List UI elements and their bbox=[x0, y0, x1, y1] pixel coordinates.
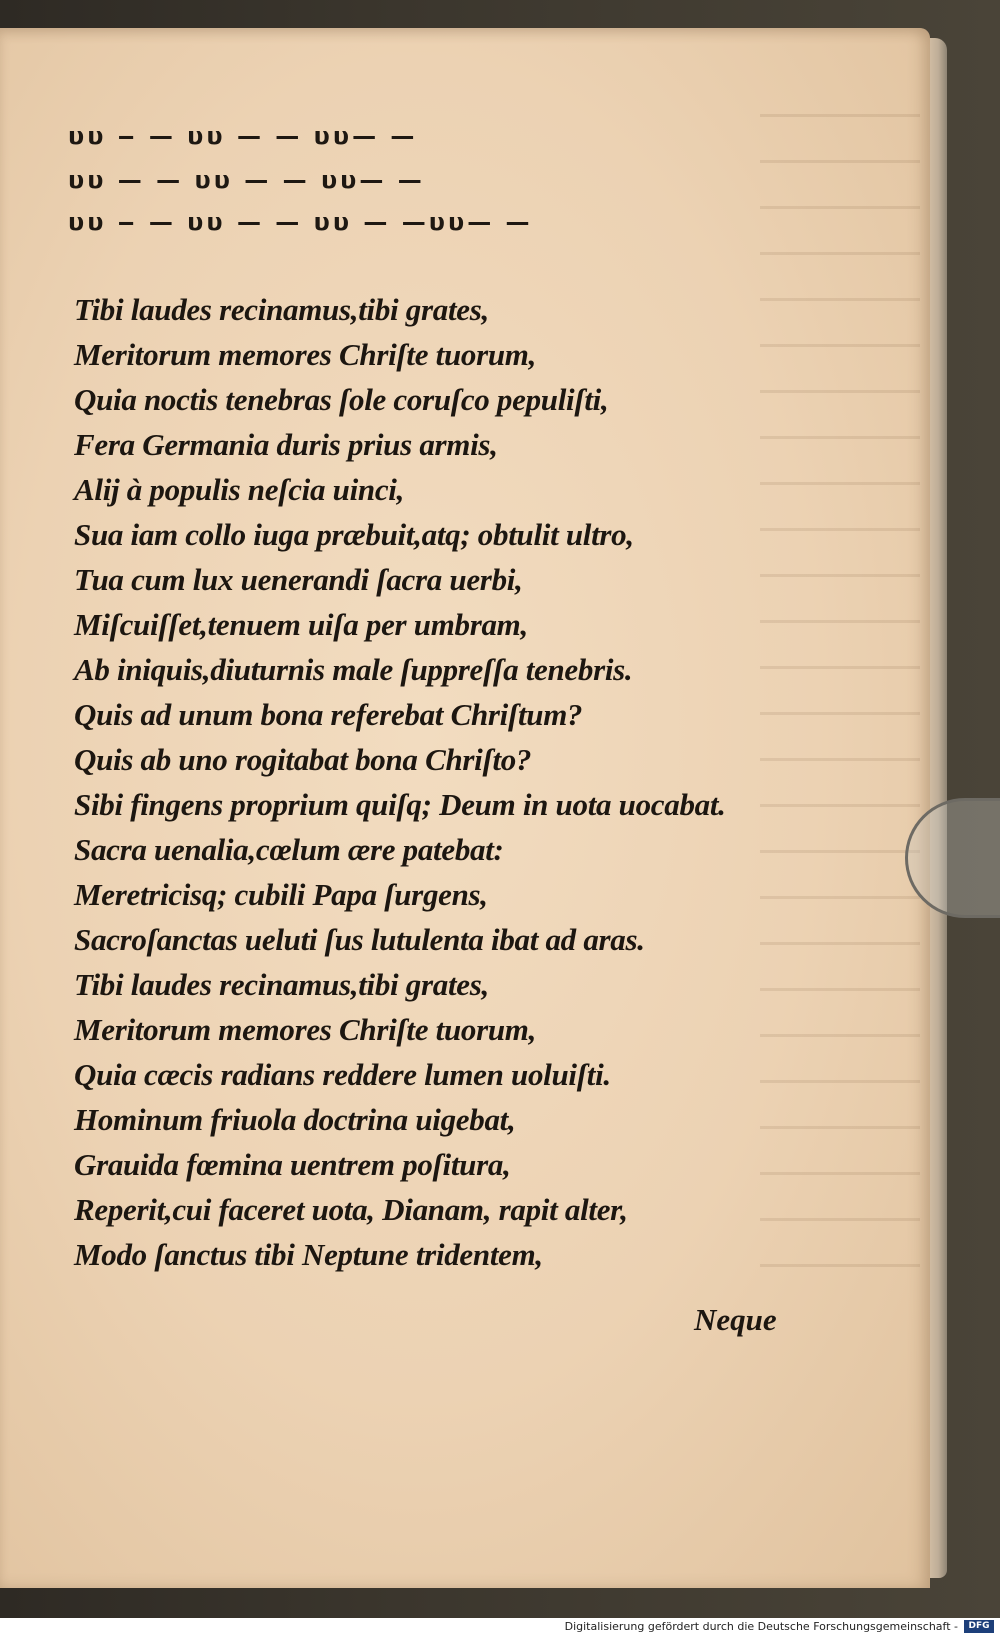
verse-line: Tibi laudes recinamus,tibi grates, bbox=[74, 967, 489, 1002]
verse-line: Alij à populis neſcia uinci, bbox=[74, 472, 405, 507]
verse-line: Tibi laudes recinamus,tibi grates, bbox=[74, 292, 489, 327]
verse-line: Fera Germania duris prius armis, bbox=[74, 427, 498, 462]
verse-line: Miſcuiſſet,tenuem uiſa per umbram, bbox=[74, 607, 528, 642]
verse-line: Meritorum memores Chriſte tuorum, bbox=[74, 1012, 537, 1047]
verse-line: Sacroſanctas ueluti ſus lutulenta ibat ad aras. bbox=[74, 922, 645, 957]
verse-line: Quis ab uno rogitabat bona Chriſto? bbox=[74, 742, 532, 777]
verse-line: Modo ſanctus tibi Neptune tridentem, bbox=[74, 1237, 543, 1272]
verse-line: Meretricisq; cubili Papa ſurgens, bbox=[74, 877, 488, 912]
verse-line: Sibi fingens proprium quiſq; Deum in uota uocabat. bbox=[74, 787, 726, 822]
digitization-credit: Digitalisierung gefördert durch die Deutsche Forschungsgemeinschaft - bbox=[564, 1620, 958, 1633]
meter-line-1: υυ ‒ — υυ — — υυ— — bbox=[68, 122, 418, 150]
verse-list bbox=[74, 287, 834, 1277]
verse-line: Quia cæcis radians reddere lumen uoluiſti. bbox=[74, 1057, 611, 1092]
meter-line-3: υυ ‒ — υυ — — υυ — —υυ— — bbox=[68, 208, 533, 236]
verse-line: Grauida fœmina uentrem poſitura, bbox=[74, 1147, 511, 1182]
verse-line: Sacra uenalia,cœlum ære patebat: bbox=[74, 832, 504, 867]
dfg-logo: DFG bbox=[964, 1620, 994, 1633]
verse-line: Meritorum memores Chriſte tuorum, bbox=[74, 337, 537, 372]
verse-line: Tua cum lux uenerandi ſacra uerbi, bbox=[74, 562, 523, 597]
verse-line: Quis ad unum bona referebat Chriſtum? bbox=[74, 697, 583, 732]
verse-line: Quia noctis tenebras ſole coruſco pepuliſti, bbox=[74, 382, 609, 417]
catchword: Neque bbox=[694, 1302, 777, 1337]
meter-line-2: υυ — — υυ — — υυ— — bbox=[68, 166, 425, 194]
verse-line: Hominum friuola doctrina uigebat, bbox=[74, 1102, 516, 1137]
verse-line: Reperit,cui faceret uota, Dianam, rapit alter, bbox=[74, 1192, 628, 1227]
verse-line: Sua iam collo iuga præbuit,atq; obtulit ultro, bbox=[74, 517, 634, 552]
verse-line: Ab iniquis,diuturnis male ſuppreſſa tenebris. bbox=[74, 652, 633, 687]
